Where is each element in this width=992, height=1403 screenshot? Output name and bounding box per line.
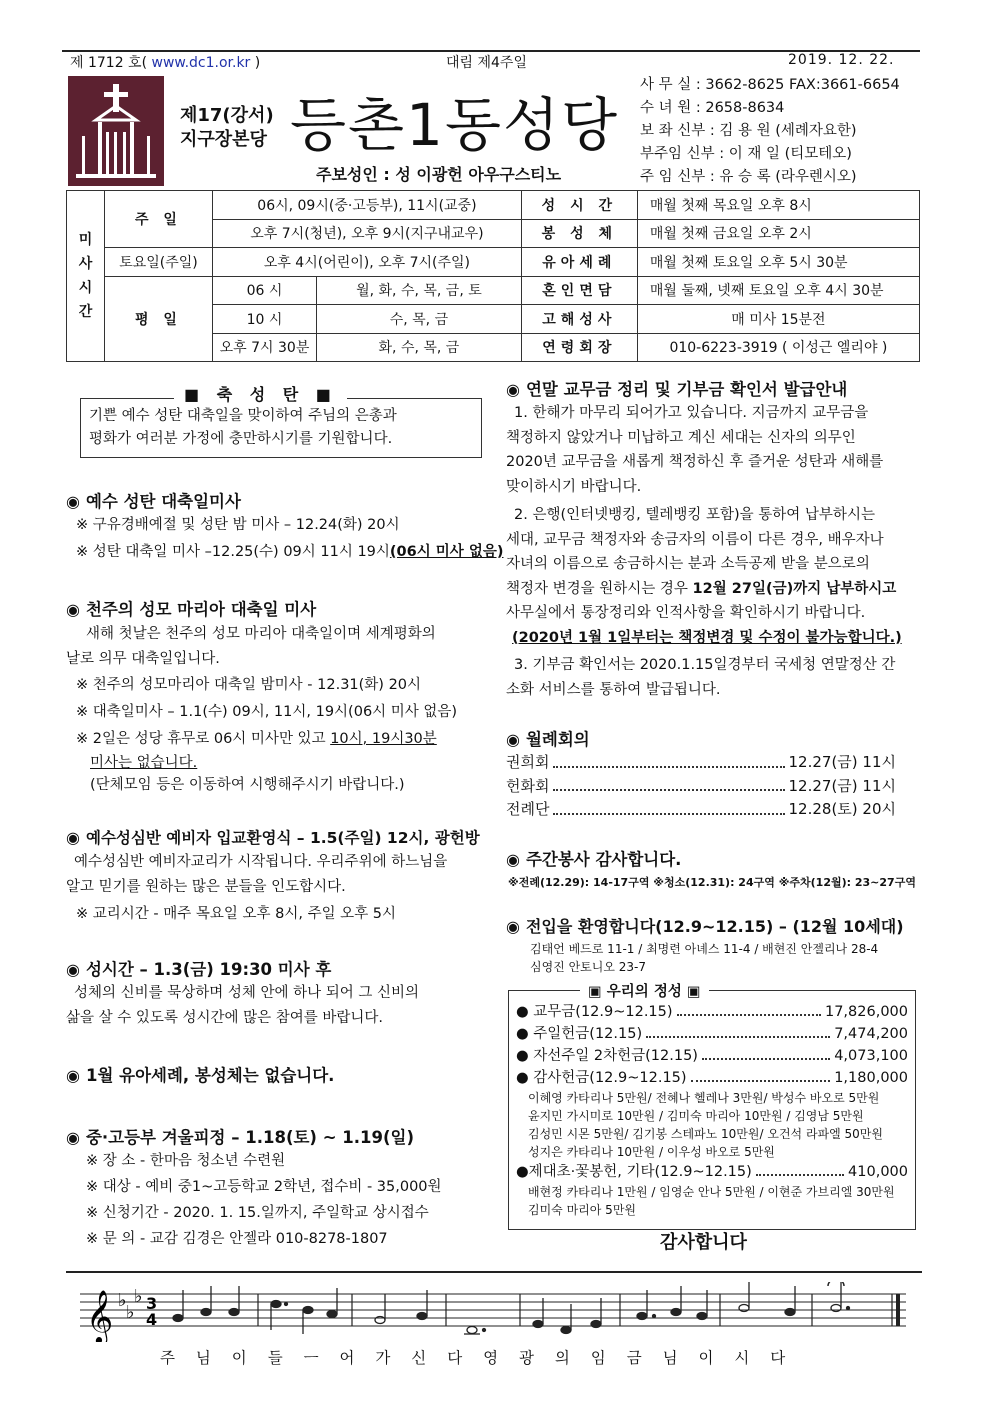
bullet-icon: ◉	[66, 600, 80, 619]
notice-line: (단체모임 등은 이동하여 시행해주시기 바랍니다.)	[90, 777, 405, 793]
section-title: ◉ 월례회의	[506, 730, 590, 749]
notice-line: ※ 교리시간 - 매주 목요일 오후 8시, 주일 오후 5시	[76, 906, 397, 922]
saturday-times: 오후 4시(어린이), 오후 7시(주일)	[213, 248, 522, 277]
notice-line: ※ 천주의 성모마리아 대축일 밤미사 - 12.31(화) 20시	[76, 677, 422, 693]
section-title: ◉ 성시간 – 1.3(금) 19:30 미사 후	[66, 960, 332, 979]
service-label: 연령회장	[521, 333, 637, 362]
assistant-priest: 보 좌 신부 : 김 용 원 (세례자요한)	[640, 123, 857, 139]
offering-title: ▣ 우리의 정성 ▣	[580, 980, 709, 1001]
weekday-time: 오후 7시 30분	[213, 333, 317, 362]
service-value: 매월 둘째, 넷째 토요일 오후 4시 30분	[637, 276, 919, 305]
section-title: ◉ 1월 유아세례, 봉성체는 없습니다.	[66, 1066, 335, 1085]
notice-line: ※ 장 소 - 한마음 청소년 수련원	[86, 1153, 286, 1169]
treble-clef-icon: 𝄞	[86, 1289, 114, 1342]
church-icon	[68, 76, 164, 186]
notice-paragraph: 새해 첫날은 천주의 성모 마리아 대축일이며 세계평화의 날로 의무 대축일입니다.	[66, 626, 436, 667]
notice-line: ※ 대축일미사 – 1.1(수) 09시, 11시, 19시(06시 미사 없음)	[76, 704, 458, 720]
hymn-lyrics: 주 님 이 들 ㅡ 어 가 신 다 영 광 의 임 금 님 이 시 다	[160, 1349, 787, 1367]
donor-line: 배현정 카타리나 1만원 / 임영순 안나 5만원 / 이현준 가브리엘 30만원	[528, 1185, 895, 1199]
sunday-times-2: 오후 7시(청년), 오후 9시(지구내교우)	[213, 219, 522, 248]
bullet-icon: ◉	[506, 850, 520, 869]
bulletin-date: 2019. 12. 22.	[788, 52, 895, 68]
table-row	[67, 276, 920, 305]
bullet-icon: ◉	[506, 730, 520, 749]
weekly-service-list: ※전례(12.29): 14-17구역 ※청소(12.31): 24구역 ※주차(12월): 23~27구역	[508, 876, 916, 889]
service-label: 혼인면담	[521, 276, 637, 305]
svg-text:♭: ♭	[134, 1286, 143, 1307]
section-title: ◉ 중·고등부 겨울피정 – 1.18(토) ~ 1.19(일)	[66, 1128, 415, 1147]
music-staff	[80, 1282, 910, 1342]
notice-paragraph: 3. 기부금 확인서는 2020.1.15일경부터 국세청 연말정산 간 소화 서비스를 통하여 발급됩니다.	[506, 657, 896, 698]
bullet-icon: ◉	[66, 1128, 80, 1147]
vicariate-label: 제17(강서) 지구장본당	[180, 105, 274, 150]
header-rule	[62, 50, 920, 52]
notice-line: ※ 문 의 - 교감 김경은 안젤라 010-8278-1807	[86, 1231, 388, 1247]
christmas-title: ■ 축 성 탄 ■	[174, 382, 347, 405]
notice-line: ※ 2일은 성당 휴무로 06시 미사만 있고 10시, 19시30분	[76, 731, 437, 747]
new-families: 김태언 베드로 11-1 / 최명련 아녜스 11-4 / 배현진 안젤리나 28-4 심영진 안토니오 23-7	[530, 942, 879, 974]
notice-line: ※ 구유경배예절 및 성탄 밤 미사 – 12.24(화) 20시	[76, 517, 400, 533]
saturday-label: 토요일(주일)	[105, 248, 213, 277]
service-label: 봉 성 체	[521, 219, 637, 248]
notice-line: ※ 대상 - 예비 중1~고등학교 2학년, 접수비 - 35,000원	[86, 1179, 442, 1195]
list-item: ●제대초·꽃봉헌, 기타(12.9~12.15) 410,000	[516, 1161, 908, 1183]
table-row	[67, 248, 920, 277]
notice-paragraph: 예수성심반 예비자교리가 시작됩니다. 우리주위에 하느님을 알고 믿기를 원하는 많은 분들을 인도합시다.	[66, 854, 448, 895]
liturgical-week: 대림 제4주일	[446, 55, 527, 71]
sunday-label: 주 일	[105, 191, 213, 248]
bullet-icon: ◉	[66, 492, 80, 511]
christmas-greeting-box	[80, 398, 482, 458]
sunday-times-1: 06시, 09시(중·고등부), 11시(교중)	[213, 191, 522, 220]
bullet-icon: ◉	[506, 917, 520, 936]
service-value: 매월 첫째 토요일 오후 5시 30분	[637, 248, 919, 277]
svg-text:♭: ♭	[118, 1290, 127, 1311]
donor-line: 이혜영 카타리나 5만원/ 전혜나 헬레나 3만원/ 박성수 바오로 5만원	[528, 1091, 880, 1105]
church-logo	[68, 76, 164, 186]
bullet-icon: ◉	[66, 1066, 80, 1085]
service-label: 유아세례	[521, 248, 637, 277]
monthly-meeting-list	[506, 751, 896, 822]
svg-text:4: 4	[146, 1310, 158, 1329]
service-label: 성 시 간	[521, 191, 637, 220]
service-label: 고해성사	[521, 305, 637, 334]
church-name: 등촌1동성당	[290, 91, 620, 159]
service-value: 매월 첫째 금요일 오후 2시	[637, 219, 919, 248]
pastor: 주 임 신부 : 유 승 록 (라우렌시오)	[640, 169, 857, 185]
service-value: 010-6223-3919 ( 이성근 엘리야 )	[637, 333, 919, 362]
svg-text:♭: ♭	[126, 1302, 135, 1323]
offering-list	[516, 1001, 908, 1219]
section-title: ◉ 예수성심반 예비자 입교환영식 – 1.5(주일) 12시, 광헌방	[66, 828, 480, 847]
weekday-days: 수, 목, 금	[317, 305, 522, 334]
notice-paragraph: 1. 한해가 마무리 되어가고 있습니다. 지금까지 교무금을 책정하지 않았거나 미납하고 계신 세대는 신자의 의무인 2020년 교무금을 새롭게 책정하신 후 즐거운 성탄과 새해를 맞이하시기 바랍니다.	[506, 405, 884, 495]
donor-line: 윤지민 가시미로 10만원 / 김미숙 마리아 10만원 / 김영남 5만원	[528, 1109, 864, 1123]
mass-time-label: 미 사 시 간	[67, 191, 105, 362]
website-link[interactable]: www.dc1.or.kr	[151, 55, 251, 71]
thanks-text: 감사합니다	[660, 1232, 747, 1253]
notice-line: 미사는 없습니다.	[90, 755, 198, 771]
notice-line: ※ 성탄 대축일 미사 –12.25(수) 09시 11시 19시(06시 미사 없음)	[76, 544, 504, 560]
bullet-icon: ◉	[66, 828, 80, 847]
list-item: ● 자선주일 2차헌금(12.15) 4,073,100	[516, 1045, 908, 1067]
list-item: ● 교무금(12.9~12.15) 17,826,000	[516, 1001, 908, 1023]
contact-info	[640, 74, 900, 189]
notice-line: ※ 신청기간 - 2020. 1. 15.일까지, 주일학교 상시접수	[86, 1205, 429, 1221]
list-item: 헌화회 12.27(금) 11시	[506, 776, 896, 795]
section-title: ◉ 전입을 환영합니다(12.9~12.15) – (12월 10세대)	[506, 917, 904, 936]
weekday-time: 06 시	[213, 276, 317, 305]
issue-number: 제 1712 호( www.dc1.or.kr )	[70, 55, 261, 71]
greeting-line: 기쁜 예수 성탄 대축일을 맞이하여 주님의 은총과	[89, 408, 397, 424]
weekday-days: 월, 화, 수, 목, 금, 토	[317, 276, 522, 305]
weekday-time: 10 시	[213, 305, 317, 334]
convent-phone: 수 녀 원 : 2658-8634	[640, 100, 785, 116]
bullet-icon: ◉	[66, 960, 80, 979]
svg-text:3: 3	[146, 1294, 158, 1313]
donor-line: 성지은 카타리나 10만원 / 이우성 바오로 5만원	[528, 1145, 775, 1159]
notice-paragraph: 2. 은행(인터넷뱅킹, 텔레뱅킹 포함)을 통하여 납부하시는 세대, 교무금 책정자와 송금자의 이름이 다른 경우, 배우자나 자녀의 이름으로 송금하시는 분과 소득공제 받을 분으로의 책정자 변경을 원하시는 경우 12월 27일(금)까지 납부하시고 사무실에서 통장정리와 인적사항을 확인하시기 바랍니다. (2020년 1월 1일부터는 책정변경 및 수정이 불가능합니다.)	[506, 507, 902, 646]
section-title: ◉ 예수 성탄 대축일미사	[66, 492, 241, 511]
section-title: ◉ 주간봉사 감사합니다.	[506, 850, 682, 869]
greeting-line: 평화가 여러분 가정에 충만하시기를 기원합니다.	[89, 431, 393, 447]
section-title: ◉ 천주의 성모 마리아 대축일 미사	[66, 600, 317, 619]
donor-line: 김성민 시몬 5만원/ 김기봉 스테파노 10만원/ 오건석 라파엘 50만원	[528, 1127, 883, 1141]
bullet-icon: ◉	[506, 380, 520, 399]
patron-saint: 주보성인 : 성 이광헌 아우구스티노	[316, 165, 562, 184]
service-value: 매 미사 15분전	[637, 305, 919, 334]
service-value: 매월 첫째 목요일 오후 8시	[637, 191, 919, 220]
list-item: ● 주일헌금(12.15) 7,474,200	[516, 1023, 908, 1045]
weekday-days: 화, 수, 목, 금	[317, 333, 522, 362]
notice-paragraph: 성체의 신비를 묵상하며 성체 안에 하나 되어 그 신비의 삶을 살 수 있도록 성시간에 많은 참여를 바랍니다.	[66, 985, 420, 1026]
table-row	[67, 191, 920, 220]
associate-pastor: 부주임 신부 : 이 재 일 (티모테오)	[640, 146, 852, 162]
section-title: ◉ 연말 교무금 정리 및 기부금 확인서 발급안내	[506, 380, 848, 399]
list-item: 전례단 12.28(토) 20시	[506, 800, 896, 818]
music-rule	[66, 1271, 922, 1273]
office-phone: 사 무 실 : 3662-8625 FAX:3661-6654	[640, 77, 900, 93]
donor-line: 김미숙 마리아 5만원	[528, 1203, 637, 1217]
mass-schedule-table	[66, 190, 920, 362]
list-item: 권희회 12.27(금) 11시	[506, 753, 896, 771]
list-item: ● 감사헌금(12.9~12.15) 1,180,000	[516, 1067, 908, 1089]
weekday-label: 평 일	[105, 276, 213, 362]
